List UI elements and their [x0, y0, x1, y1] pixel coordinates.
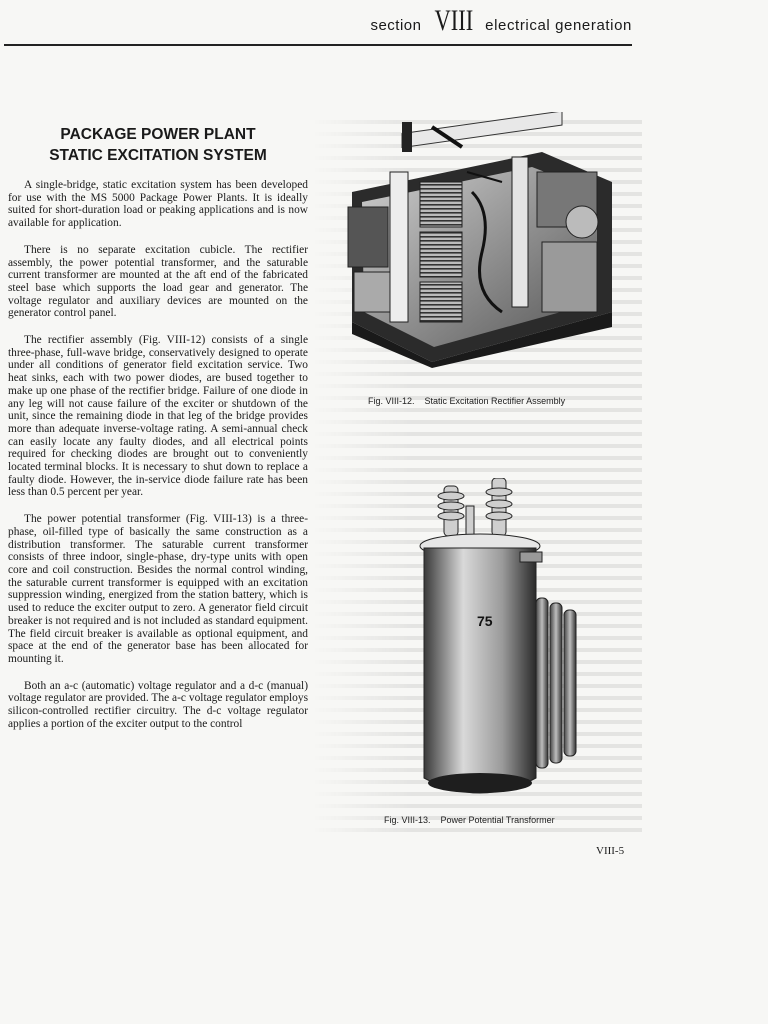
power-transformer-photo	[410, 478, 578, 808]
figure-caption-1	[368, 396, 565, 406]
paragraph: There is no separate excitation cubicle. The rectifier assembly, the power potential transformer, and the saturable current transformer are mounted at the aft end of the fabricated steel base which supports the load gear and generator. The voltage regulator and auxiliary devices are mounted on the generator control panel.	[8, 243, 308, 320]
paragraph: The rectifier assembly (Fig. VIII-12) consists of a single three-phase, full-wave bridge, conservatively designed to operate under all conditions of generator field excitation service. Two heat sinks, each with two power diodes, are bused together to make up one phase of the rectifier bridge. Failure of one diode in any leg will not cause failure of the exciter or shutdown of the unit, since the remaining diode in that leg of the bridge provides more than adequate inverse-voltage rating. A semi-annual check can easily locate any faulty diodes, and all electrical points required for checking diodes are brought out to conveniently located terminal blocks. It is necessary to shut down to replace a faulty diode. However, the in-service diode failure rate has been less than 0.5 percent per year.	[8, 334, 308, 499]
rectifier-assembly-photo	[342, 112, 620, 368]
section-topic: electrical generation	[485, 17, 632, 34]
figure-label-1: Fig. VIII-12.	[368, 396, 415, 406]
unit-marking: 75	[477, 613, 493, 629]
title-line-2: STATIC EXCITATION SYSTEM	[49, 147, 267, 164]
figure-caption-text-1: Static Excitation Rectifier Assembly	[424, 396, 566, 406]
section-word: section	[370, 17, 422, 34]
paragraph: The power potential transformer (Fig. VIII-13) is a three-phase, oil-filled type of basically the same construction as a distribution transformer. The saturable current transformer consists of three indoor, single-phase, dry-type units with open core and coil construction. Besides the normal control winding, the saturable current transformer is equipped with an excitation suppression winding, energized from the station battery, which is used to reduce the exciter output to zero. A generator field circuit breaker is not required and is not included as standard equipment. The field circuit breaker is available as optional equipment, and space at the end of the generator base has been allocated for mounting it.	[8, 513, 308, 665]
paragraph: Both an a-c (automatic) voltage regulator and a d-c (manual) voltage regulator are provided. The a-c voltage regulator employs silicon-controlled rectifier circuitry. The d-c voltage regulator applies a portion of the exciter output to the control	[8, 679, 308, 730]
paragraph: A single-bridge, static excitation system has been developed for use with the MS 5000 Package Power Plants. It is ideally suited for short-duration load or peaking applications and is now available for application.	[8, 179, 308, 230]
page-number: VIII-5	[596, 845, 625, 857]
section-number: VIII	[433, 4, 473, 37]
running-header	[370, 6, 632, 36]
body-column	[8, 179, 308, 744]
article-title	[8, 124, 308, 166]
title-line-1: PACKAGE POWER PLANT	[60, 126, 256, 143]
figure-caption-2	[384, 815, 555, 825]
header-rule	[4, 44, 632, 46]
figure-caption-text-2: Power Potential Transformer	[440, 815, 555, 825]
figure-label-2: Fig. VIII-13.	[384, 815, 431, 825]
